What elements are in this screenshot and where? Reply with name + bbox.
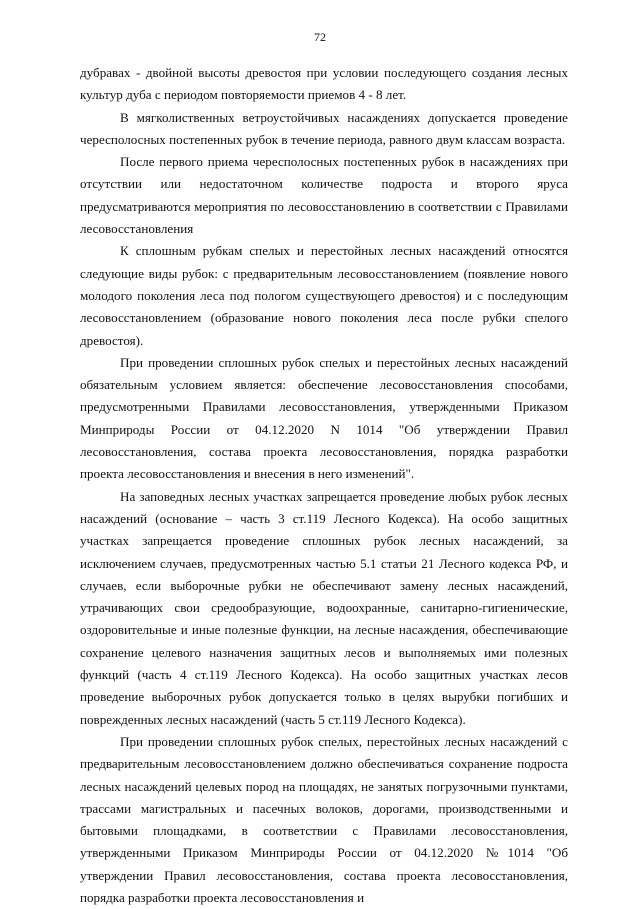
paragraph-continued: дубравах - двойной высоты древостоя при условии последующего создания лесных культур дуба с периодом повторяемости приемов 4 - 8 лет.: [80, 65, 568, 103]
page-number: 72: [314, 30, 326, 44]
paragraph: При проведении сплошных рубок спелых и перестойных лесных насаждений обязательным условием является: обеспечение лесовосстановления способами, предусмотренными Правилами лесовосстановления, утвержденными Приказом Минприроды России от 04.12.2020 N 1014 "Об утверждении Правил лесовосстановления, состава проекта лесовосстановления, порядка разработки проекта лесовосстановления и внесения в него изменений".: [80, 354, 568, 482]
document-body: [80, 62, 568, 909]
paragraph: На заповедных лесных участках запрещается проведение любых рубок лесных насаждений (основание – часть 3 ст.119 Лесного Кодекса). На особо защитных участках запрещается проведение сплошных рубок лесных насаждений, за исключением случаев, предусмотренных частью 5.1 статьи 21 Лесного кодекса РФ, и случаев, если выборочные рубки не обеспечивают замену лесных насаждений, утрачивающих свои средообразующие, водоохранные, санитарно-гигиенические, оздоровительные и иные полезные функции, на лесные насаждения, обеспечивающие сохранение целевого назначения защитных лесов и выполняемых ими полезных функций (часть 4 ст.119 Лесного Кодекса). На особо защитных участках лесов проведение выборочных рубок допускается только в целях вырубки погибших и поврежденных лесных насаждений (часть 5 ст.119 Лесного Кодекса).: [80, 488, 568, 727]
paragraph: После первого приема чересполосных постепенных рубок в насаждениях при отсутствии или недостаточном количестве подроста и второго яруса предусматриваются мероприятия по лесовосстановлению в соответствии с Правилами лесовосстановления: [80, 154, 568, 237]
paragraph: В мягколиственных ветроустойчивых насаждениях допускается проведение чересполосных постепенных рубок в течение периода, равного двум классам возраста.: [80, 109, 568, 147]
paragraph: К сплошным рубкам спелых и перестойных лесных насаждений относятся следующие виды рубок: с предварительным лесовосстановлением (появление нового молодого поколения леса под пологом существующего древостоя) и с последующим лесовосстановлением (образование нового поколения леса после рубки спелого древостоя).: [80, 243, 568, 348]
paragraph: При проведении сплошных рубок спелых, перестойных лесных насаждений с предварительным лесовосстановлением должно обеспечиваться сохранение подроста лесных насаждений целевых пород на площадях, не занятых погрузочными пунктами, трассами магистральных и пасечных волоков, дорогами, производственными и бытовыми площадками, в соответствии с Правилами лесовосстановления, утвержденными Приказом Минприроды России от 04.12.2020 №1014 "Об утверждении Правил лесовосстановления, состава проекта лесовосстановления, порядка разработки проекта лесовосстановления и: [80, 733, 568, 905]
